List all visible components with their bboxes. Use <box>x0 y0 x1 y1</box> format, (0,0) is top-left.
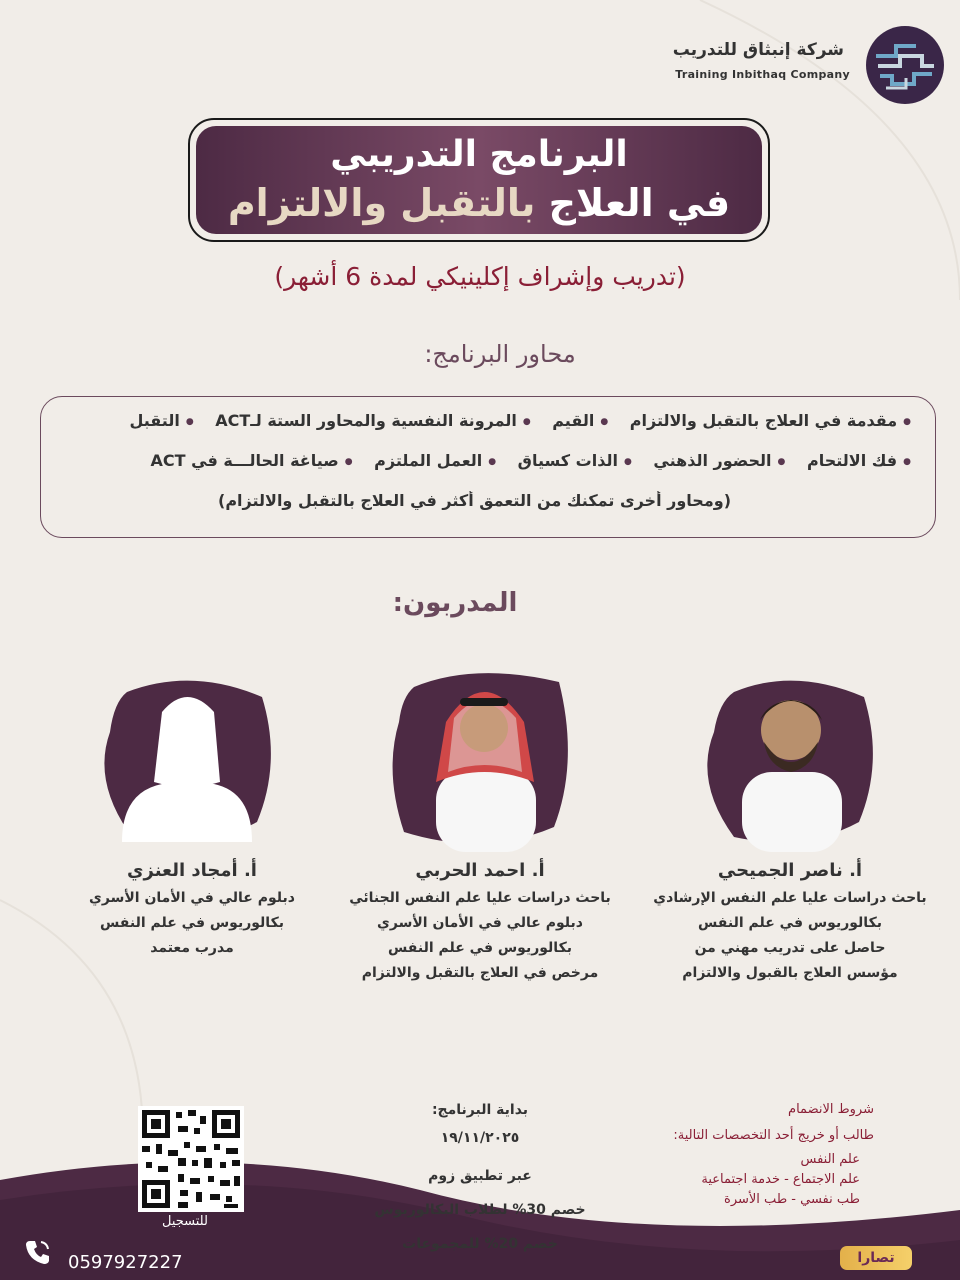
trainers-heading: المدربون: <box>392 588 518 618</box>
conditions-intro: طالب أو خريج أحد التخصصات التالية: <box>673 1128 874 1143</box>
axes-row-2 <box>65 451 911 470</box>
trainer-3-line: بكالوريوس في علم النفس <box>100 915 284 931</box>
program-title-line2 <box>196 181 762 225</box>
registration-qr-code[interactable] <box>138 1106 244 1212</box>
company-name-ar: شركة إنبثاق للتدريب <box>672 40 844 60</box>
program-title-box <box>188 118 770 242</box>
contact-phone[interactable]: 0597927227 <box>68 1252 183 1273</box>
trainer-2-name: أ. احمد الحربي <box>415 860 545 881</box>
trainer-3-line: دبلوم عالي في الأمان الأسري <box>89 890 295 906</box>
badge-logo: تصارا <box>840 1246 912 1270</box>
program-start-date: ١٩/١١/٢٠٢٥ <box>440 1130 520 1146</box>
register-label: للتسجيل <box>162 1214 208 1229</box>
axes-row-1 <box>65 411 911 430</box>
trainer-3-line: مدرب معتمد <box>150 940 234 956</box>
trainer-2-line: بكالوريوس في علم النفس <box>388 940 572 956</box>
program-platform: عبر تطبيق زوم <box>428 1168 532 1184</box>
axes-heading: محاور البرنامج: <box>424 340 576 368</box>
trainer-1-line: مؤسس العلاج بالقبول والالتزام <box>682 965 898 981</box>
company-name-en: Training Inbithaq Company <box>675 68 850 81</box>
trainer-1-line: باحث دراسات عليا علم النفس الإرشادي <box>653 890 927 906</box>
discount-groups: خصم 20% للمجموعات <box>402 1236 558 1252</box>
trainer-3-details <box>42 886 342 961</box>
axis-item: ● الحضور الذهني <box>653 451 785 470</box>
discount-bachelor: خصم 30% لطلاب البكالوريوس <box>374 1202 586 1218</box>
axis-item: ● القيم <box>552 411 608 430</box>
trainer-2-photo-frame <box>384 662 579 852</box>
conditions-item: علم الاجتماع - خدمة اجتماعية <box>701 1172 860 1187</box>
trainer-3-photo-frame <box>92 672 282 852</box>
trainer-1-name: أ. ناصر الجميحي <box>717 860 863 881</box>
program-title-line2-part2: بالتقبل والالتزام <box>227 181 536 225</box>
axes-box <box>40 396 936 538</box>
trainer-2-details <box>310 886 650 986</box>
trainer-1-line: حاصل على تدريب مهني من <box>694 940 886 956</box>
program-start-label: بداية البرنامج: <box>431 1102 529 1118</box>
axis-item: ● التقبل <box>129 411 193 430</box>
axis-item: ● فك الالتحام <box>807 451 911 470</box>
axis-item: ● صياغة الحالـــة في ACT <box>151 451 353 470</box>
trainer-1-line: بكالوريوس في علم النفس <box>698 915 882 931</box>
phone-icon <box>24 1238 52 1266</box>
axis-item: ● المرونة النفسية والمحاور الستة لـACT <box>215 411 530 430</box>
program-title-line1: البرنامج التدريبي <box>330 134 628 175</box>
axis-item: ● العمل الملتزم <box>374 451 496 470</box>
program-subtitle: (تدريب وإشراف إكلينيكي لمدة 6 أشهر) <box>274 262 686 291</box>
axis-item: ● مقدمة في العلاج بالتقبل والالتزام <box>630 411 911 430</box>
join-conditions <box>574 1100 874 1210</box>
company-logo-icon <box>866 26 944 104</box>
conditions-item: علم النفس <box>800 1152 860 1167</box>
trainer-3-name: أ. أمجاد العنزي <box>127 860 257 881</box>
program-title-line2-part1: في العلاج <box>535 181 731 225</box>
trainer-2-line: مرخص في العلاج بالتقبل والالتزام <box>361 965 599 981</box>
trainer-1-details <box>620 886 960 986</box>
trainer-2-line: باحث دراسات عليا علم النفس الجنائي <box>349 890 611 906</box>
axis-item: ● الذات كسياق <box>518 451 632 470</box>
conditions-item: طب نفسي - طب الأسرة <box>724 1192 860 1207</box>
conditions-title: شروط الانضمام <box>788 1102 874 1117</box>
trainer-1-photo-frame <box>694 672 884 852</box>
axes-extra: (ومحاور أخرى تمكنك من التعمق أكثر في العلاج بالتقبل والالتزام) <box>218 491 731 510</box>
trainer-2-line: دبلوم عالي في الأمان الأسري <box>377 915 583 931</box>
